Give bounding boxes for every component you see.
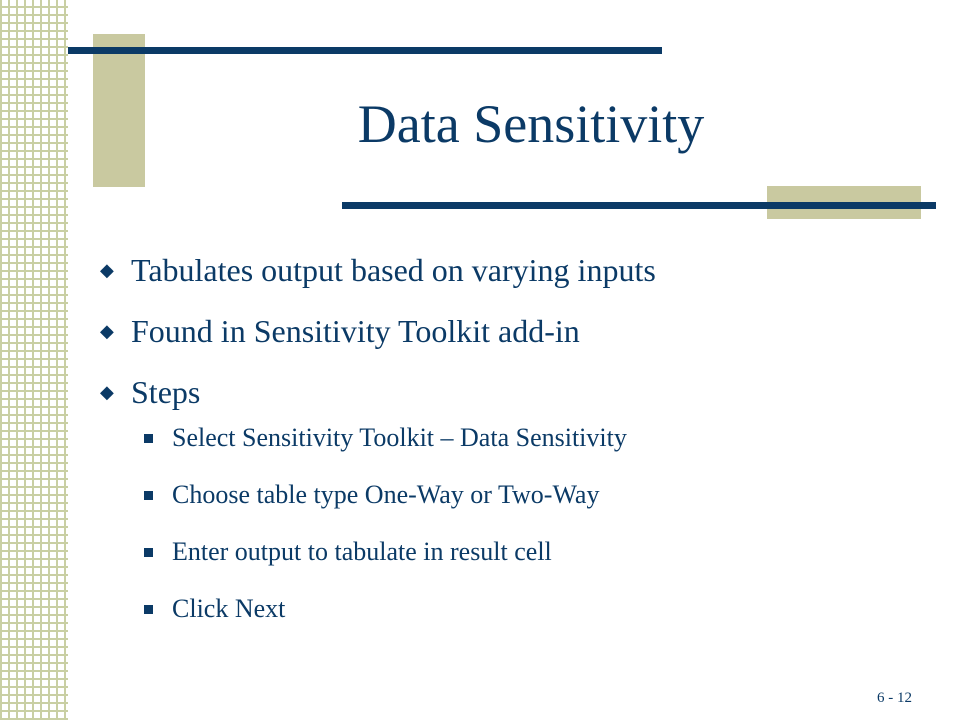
step-item [100,535,920,569]
step-text: Enter output to tabulate in result cell [172,537,552,566]
page-number: 6 - 12 [877,690,912,706]
bullet-text: Steps [131,373,201,410]
steps-sublist [100,421,920,626]
diamond-bullet-icon: ◆ [100,259,114,280]
step-item [100,478,920,512]
step-text: Select Sensitivity Toolkit – Data Sensitivity [172,423,627,452]
decorative-line-bottom [342,202,936,209]
step-text: Choose table type One-Way or Two-Way [172,480,600,509]
square-bullet-icon [144,491,172,500]
square-bullet-icon [144,434,172,443]
slide-title: Data Sensitivity [357,94,705,154]
diamond-bullet-icon: ◆ [100,381,114,402]
step-item [100,421,920,455]
bullet-text: Tabulates output based on varying inputs [131,251,656,288]
square-bullet-icon [144,548,172,557]
diamond-bullet-icon: ◆ [100,320,114,341]
bullet-item [100,309,920,353]
bullet-item [100,248,920,292]
bullet-text: Found in Sensitivity Toolkit add-in [131,312,580,349]
step-text: Click Next [172,594,286,623]
square-bullet-icon [144,605,172,614]
bullet-list [100,248,920,649]
decorative-line-top [68,47,662,54]
bullet-item [100,370,920,414]
step-item [100,592,920,626]
